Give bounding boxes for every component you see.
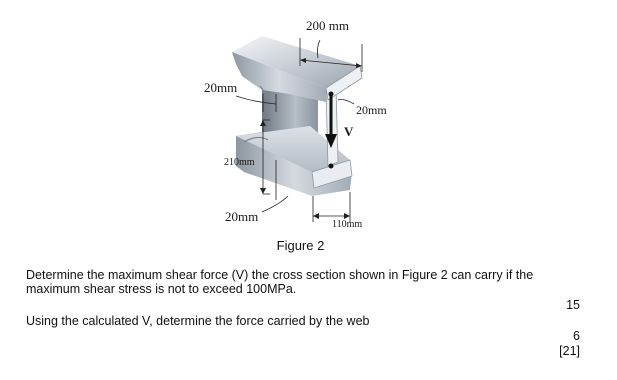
question-1-text: Determine the maximum shear force (V) the cross section shown in Figure 2 can carry if the maximum shear stress is not to exceed 100MPa. (26, 268, 534, 296)
figure-caption (0, 238, 617, 253)
i-beam-shape (232, 36, 362, 196)
label-bottom-flange-thickness: 20mm (225, 209, 259, 224)
label-top-width: 200 mm (306, 18, 349, 33)
figure-caption-text: Figure 2 (276, 238, 325, 253)
total-marks: [21] (559, 344, 580, 358)
question-1-marks: 15 (566, 298, 580, 312)
label-top-flange-thickness: 20mm (204, 80, 238, 95)
question-2-marks: 6 (573, 329, 580, 343)
label-force-v: V (344, 124, 354, 139)
label-web-height: 210mm (224, 157, 255, 168)
question-2-text: Using the calculated V, determine the force carried by the web (26, 314, 370, 328)
label-bottom-width: 110mm (332, 219, 363, 230)
label-web-thickness: 20mm (356, 103, 387, 117)
